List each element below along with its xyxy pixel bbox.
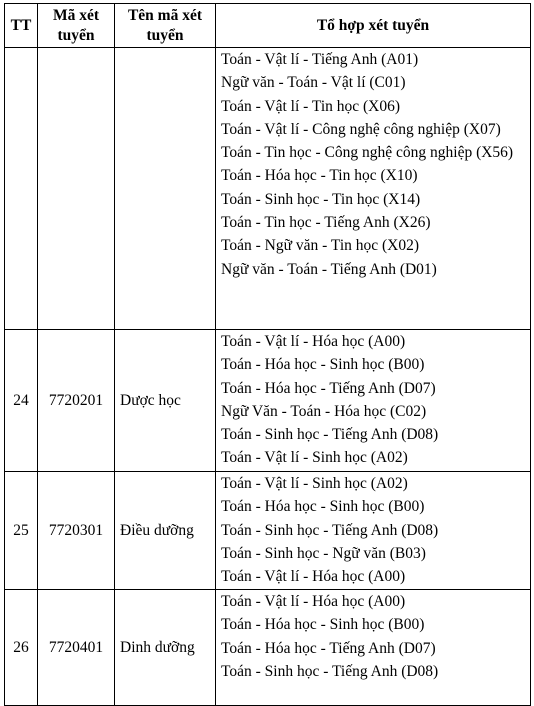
cell-tt: 25 — [5, 472, 38, 590]
admission-table — [4, 3, 531, 706]
header-tt: TT — [5, 4, 38, 48]
combo-item: Toán - Hóa học - Sinh học (B00) — [221, 498, 425, 516]
combo-item: Toán - Sinh học - Tiếng Anh (D08) — [221, 426, 439, 444]
combo-item: Toán - Sinh học - Tiếng Anh (D08) — [221, 662, 439, 680]
combo-item: Toán - Vật lí - Tiếng Anh (A01) — [221, 51, 419, 68]
combo-item: Toán - Vật lí - Sinh học (A02) — [221, 475, 408, 492]
combo-item: Toán - Ngữ văn - Tin học (X02) — [221, 237, 420, 255]
combo-item: Toán - Vật lí - Sinh học (A02) — [221, 449, 408, 467]
combo-item: Toán - Sinh học - Ngữ văn (B03) — [221, 544, 426, 562]
header-row — [5, 4, 531, 48]
cell-code — [38, 48, 115, 330]
combo-item: Toán - Hóa học - Sinh học (B00) — [221, 356, 425, 374]
cell-tt — [5, 48, 38, 330]
header-name: Tên mã xét tuyển — [115, 4, 216, 48]
cell-code: 7720401 — [38, 590, 115, 706]
cell-name: Dinh dưỡng — [115, 590, 216, 706]
cell-combos — [216, 472, 531, 590]
combo-item: Toán - Tin học - Tiếng Anh (X26) — [221, 214, 431, 232]
combo-item: Toán - Vật lí - Hóa học (A00) — [221, 568, 406, 586]
combo-item: Toán - Vật lí - Hóa học (A00) — [221, 333, 406, 350]
cell-name — [115, 48, 216, 330]
table-row — [5, 330, 531, 472]
combo-item: Toán - Hóa học - Tin học (X10) — [221, 167, 418, 185]
combo-item: Toán - Vật lí - Hóa học (A00) — [221, 593, 406, 610]
table-row — [5, 472, 531, 590]
combo-item: Toán - Vật lí - Công nghệ công nghiệp (X07) — [221, 120, 501, 138]
cell-tt: 24 — [5, 330, 38, 472]
table-body — [5, 48, 531, 706]
combo-item: Ngữ Văn - Toán - Hóa học (C02) — [221, 402, 427, 420]
combo-item: Toán - Sinh học - Tin học (X14) — [221, 190, 421, 208]
combo-item: Toán - Hóa học - Sinh học (B00) — [221, 616, 425, 634]
table-row — [5, 48, 531, 330]
combo-item: Toán - Hóa học - Tiếng Anh (D07) — [221, 379, 436, 397]
cell-combos — [216, 330, 531, 472]
cell-combos — [216, 590, 531, 706]
combo-item: Toán - Hóa học - Tiếng Anh (D07) — [221, 639, 436, 657]
combo-item: Toán - Tin học - Công nghệ công nghiệp (X56) — [221, 144, 514, 162]
cell-combos — [216, 48, 531, 330]
header-combos: Tổ hợp xét tuyển — [216, 4, 531, 48]
combo-item: Toán - Sinh học - Tiếng Anh (D08) — [221, 521, 439, 539]
cell-tt: 26 — [5, 590, 38, 706]
header-code: Mã xét tuyển — [38, 4, 115, 48]
table-header — [5, 4, 531, 48]
cell-code: 7720301 — [38, 472, 115, 590]
table-row — [5, 590, 531, 706]
combo-item: Toán - Vật lí - Tin học (X06) — [221, 97, 401, 115]
cell-name: Dược học — [115, 330, 216, 472]
cell-code: 7720201 — [38, 330, 115, 472]
cell-name: Điều dưỡng — [115, 472, 216, 590]
combo-item: Ngữ văn - Toán - Vật lí (C01) — [221, 74, 406, 92]
combo-item: Ngữ văn - Toán - Tiếng Anh (D01) — [221, 260, 437, 278]
